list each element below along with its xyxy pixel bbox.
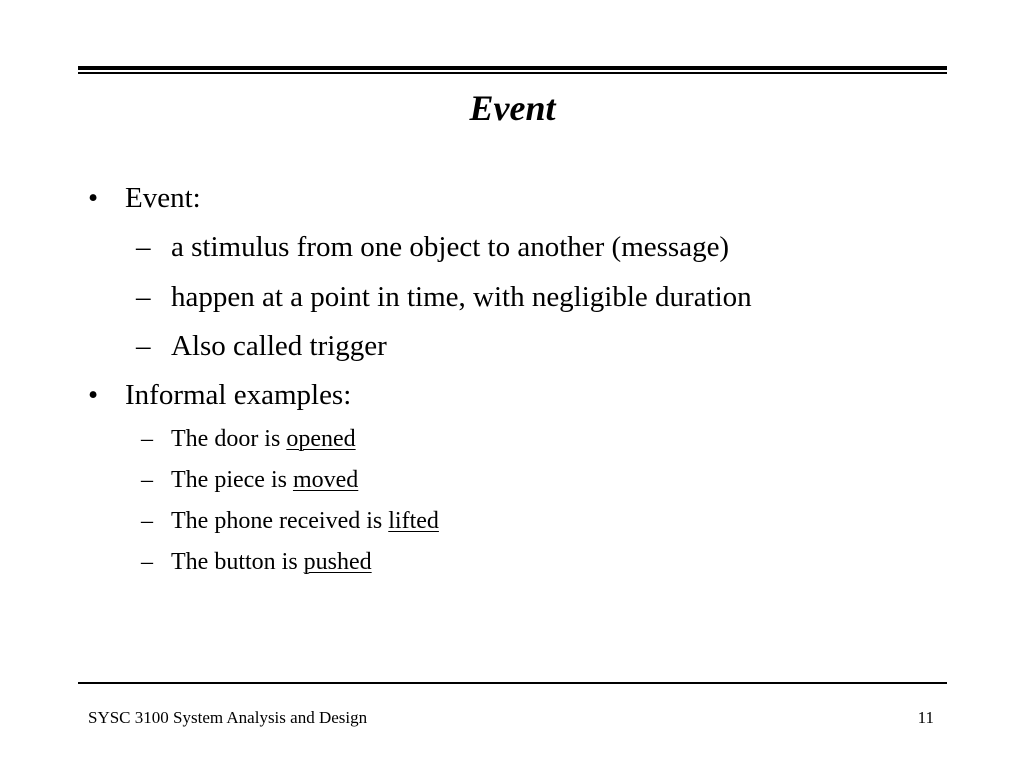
- example-text: The piece is: [171, 467, 293, 493]
- example-underlined-word: opened: [286, 426, 356, 452]
- bullet-marker: •: [88, 379, 99, 411]
- bullet-item-informal-examples: [88, 378, 351, 412]
- example-item-phone: [141, 507, 439, 535]
- example-item-door: [141, 425, 356, 453]
- sub-bullet-item-stimulus: [136, 230, 729, 264]
- example-underlined-word: lifted: [388, 508, 439, 534]
- bullet-text: Event:: [125, 182, 201, 214]
- dash-marker: –: [141, 549, 153, 575]
- footer-rule: [78, 682, 947, 684]
- example-text: The phone received is: [171, 508, 389, 534]
- page-number: 11: [917, 708, 934, 727]
- sub-bullet-item-duration: [136, 280, 752, 314]
- footer-course-title: SYSC 3100 System Analysis and Design: [88, 708, 368, 727]
- bullet-item-event: [88, 181, 201, 215]
- dash-marker: –: [136, 231, 151, 263]
- bullet-marker: •: [88, 182, 99, 214]
- slide-title: Event: [469, 88, 556, 128]
- sub-bullet-text: happen at a point in time, with negligible duration: [171, 281, 752, 313]
- sub-bullet-text: a stimulus from one object to another (message): [171, 231, 730, 263]
- dash-marker: –: [141, 467, 153, 493]
- example-text: The button is: [171, 549, 304, 575]
- example-text: The door is: [171, 426, 287, 452]
- dash-marker: –: [136, 330, 151, 362]
- sub-bullet-item-trigger: [136, 329, 387, 363]
- sub-bullet-text: Also called trigger: [171, 330, 387, 362]
- dash-marker: –: [136, 281, 151, 313]
- example-item-button: [141, 548, 372, 576]
- example-underlined-word: pushed: [303, 549, 372, 575]
- example-underlined-word: moved: [292, 467, 359, 493]
- dash-marker: –: [141, 508, 153, 534]
- bullet-text: Informal examples:: [125, 379, 352, 411]
- example-item-piece: [141, 466, 358, 494]
- dash-marker: –: [141, 426, 153, 452]
